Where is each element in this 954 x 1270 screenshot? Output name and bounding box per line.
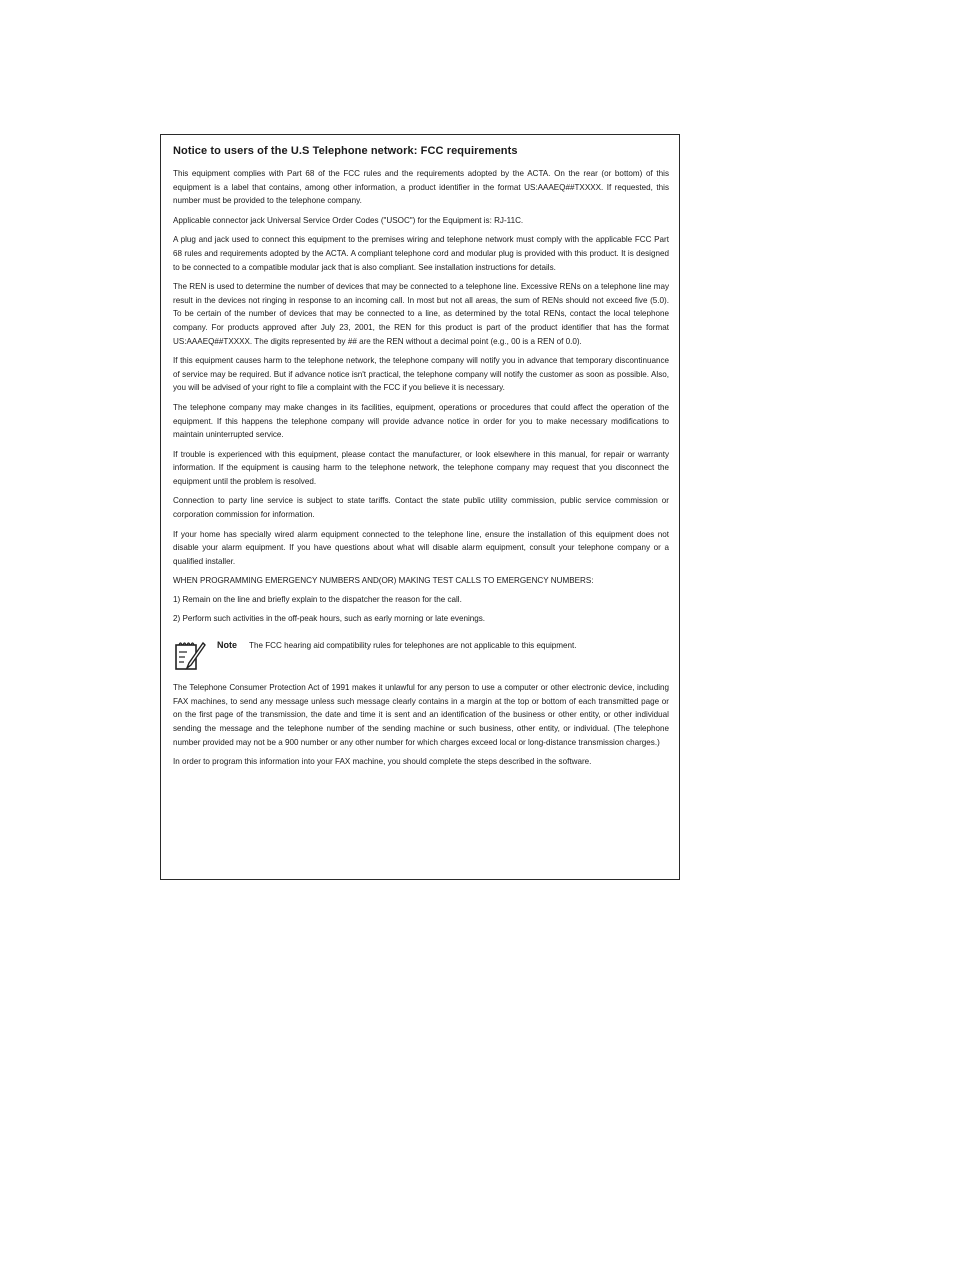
- note-label: Note: [217, 640, 237, 651]
- paragraph-part68: This equipment complies with Part 68 of the FCC rules and the requirements adopted by the ACTA. On the rear (or bottom) of this equipment is a label that contains, among other information, a product identifier in the format US:AAAEQ##TXXXX. If requested, this number must be provided to the telephone company.: [173, 169, 669, 206]
- note-body: The FCC hearing aid compatibility rules for telephones are not applicable to this equipment.: [249, 641, 577, 651]
- paragraph-emergency-step-2: 2) Perform such activities in the off-peak hours, such as early morning or late evenings.: [173, 613, 486, 623]
- note-text-block: [217, 639, 669, 653]
- paragraph-changes: The telephone company may make changes in its facilities, equipment, operations or procedures that could affect the operation of the equipment. If this happens the telephone company will provide advance notice in order for you to make necessary modifications to maintain uninterrupted service.: [173, 402, 669, 440]
- paragraph-harm: If this equipment causes harm to the telephone network, the telephone company will notify you in advance that temporary discontinuance of service may be required. But if advance notice isn't practical, the telephone company will notify the customer as soon as possible. Also, you will be advised of your right to file a complaint with the FCC if you believe it is necessary.: [173, 356, 669, 393]
- note-pad-icon: [173, 639, 207, 673]
- paragraph-ren: The REN is used to determine the number of devices that may be connected to a telephone line. Excessive RENs on a telephone line may result in the devices not ringing in response to an incoming call. In most but not all areas, the sum of RENs should not exceed five (5.0). To be certain of the number of devices that may be connected to a line, as determined by the total RENs, contact the local telephone company. For products approved after July 23, 2001, the REN for this product is part of the product identifier that has the format US:AAAEQ##TXXXX. The digits represented by ## are the REN without a decimal point (e.g., 00 is a REN of 0.0).: [173, 282, 669, 346]
- paragraph-party-line: Connection to party line service is subject to state tariffs. Contact the state public utility commission, public service commission or corporation commission for information.: [173, 496, 669, 520]
- paragraph-emergency-step-1: 1) Remain on the line and briefly explain to the dispatcher the reason for the call.: [173, 595, 462, 605]
- paragraph-trouble: If trouble is experienced with this equipment, please contact the manufacturer, or look elsewhere in this manual, for repair or warranty information. If the equipment is causing harm to the telephone network, the telephone company may request that you disconnect the equipment until the problem is resolved.: [173, 449, 669, 486]
- fcc-notice-box: [160, 134, 680, 880]
- note-callout: [173, 639, 669, 673]
- paragraph-tcpa: The Telephone Consumer Protection Act of 1991 makes it unlawful for any person to use a computer or other electronic device, including FAX machines, to send any message unless such message clearly contains in a margin at the top or bottom of each transmitted page or on the first page of the transmission, the date and time it is sent and an identification of the business or other entity, or other individual sending the message and the telephone number of the sending machine or such business, other entity, or individual. (The telephone number provided may not be a 900 number or any other number for which charges exceed local or long-distance transmission charges.): [173, 683, 669, 747]
- paragraph-alarm: If your home has specially wired alarm equipment connected to the telephone line, ensure the installation of this equipment does not disable your alarm equipment. If you have questions about what will disable alarm equipment, consult your telephone company or a qualified installer.: [173, 529, 669, 566]
- paragraph-plug-jack: A plug and jack used to connect this equipment to the premises wiring and telephone network must comply with the applicable FCC Part 68 rules and requirements adopted by the ACTA. A compliant telephone cord and modular plug is provided with this product. It is designed to be connected to a compatible modular jack that is also compliant. See installation instructions for details.: [173, 235, 669, 272]
- paragraph-fax-programming: In order to program this information into your FAX machine, you should complete the steps described in the software.: [173, 757, 592, 767]
- notice-title: Notice to users of the U.S Telephone network: FCC requirements: [173, 145, 518, 157]
- paragraph-usoc: Applicable connector jack Universal Service Order Codes ("USOC") for the Equipment is: RJ-11C.: [173, 215, 524, 225]
- paragraph-emergency-heading: WHEN PROGRAMMING EMERGENCY NUMBERS AND(OR) MAKING TEST CALLS TO EMERGENCY NUMBERS:: [173, 576, 594, 586]
